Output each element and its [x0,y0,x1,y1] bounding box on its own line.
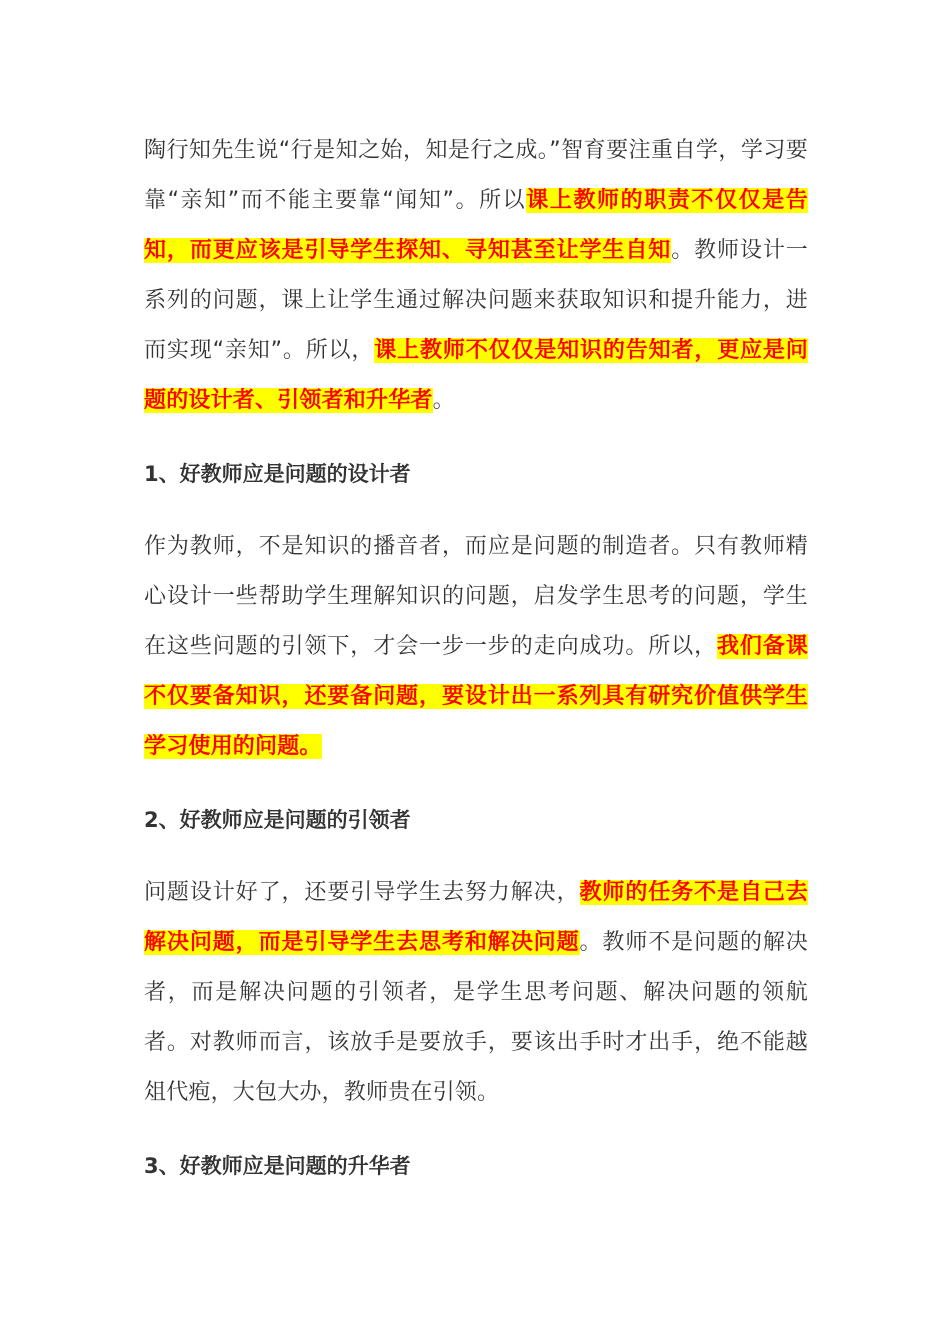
section-1-heading: 1、好教师应是问题的设计者 [144,462,411,486]
section-3-heading: 3、好教师应是问题的升华者 [144,1154,411,1178]
intro-highlight-1: 课上教师的职责不仅仅是告知，而更应该是引导学生探知、寻知甚至让学生自知 [144,188,808,263]
section-2-highlight-1: 教师的任务不是自己去解决问题，而是引导学生去思考和解决问题 [144,880,808,955]
intro-highlight-2: 课上教师不仅仅是知识的告知者，更应是问题的设计者、引领者和升华者 [144,338,808,413]
section-1-highlight-1: 我们备课不仅要备知识，还要备问题，要设计出一系列具有研究价值供学生学习使用的问题。 [144,634,808,759]
document-body [144,126,808,1191]
intro-text-2: 。教师设计一系列的问题，课上让学生通过解决问题来获取知识和提升能力，进而实现“亲知”。所以， [144,238,808,363]
section-2-text-2: 。教师不是问题的解决者，而是解决问题的引领者，是学生思考问题、解决问题的领航者。对教师而言，该放手是要放手，要该出手时才出手，绝不能越俎代疱，大包大办，教师贵在引领。 [144,930,808,1105]
section-2-text-1: 问题设计好了，还要引导学生去努力解决， [144,880,580,905]
section-2-paragraph [144,868,808,1118]
section-1-paragraph [144,522,808,772]
section-2-heading: 2、好教师应是问题的引领者 [144,808,411,832]
intro-text-3: 。 [432,388,455,413]
intro-text-1: 陶行知先生说“行是知之始，知是行之成。”智育要注重自学，学习要靠“亲知”而不能主要靠“闻知”。所以 [144,138,808,213]
intro-paragraph [144,126,808,426]
section-1-text-1: 作为教师，不是知识的播音者，而应是问题的制造者。只有教师精心设计一些帮助学生理解知识的问题，启发学生思考的问题，学生在这些问题的引领下，才会一步一步的走向成功。所以， [144,534,808,659]
